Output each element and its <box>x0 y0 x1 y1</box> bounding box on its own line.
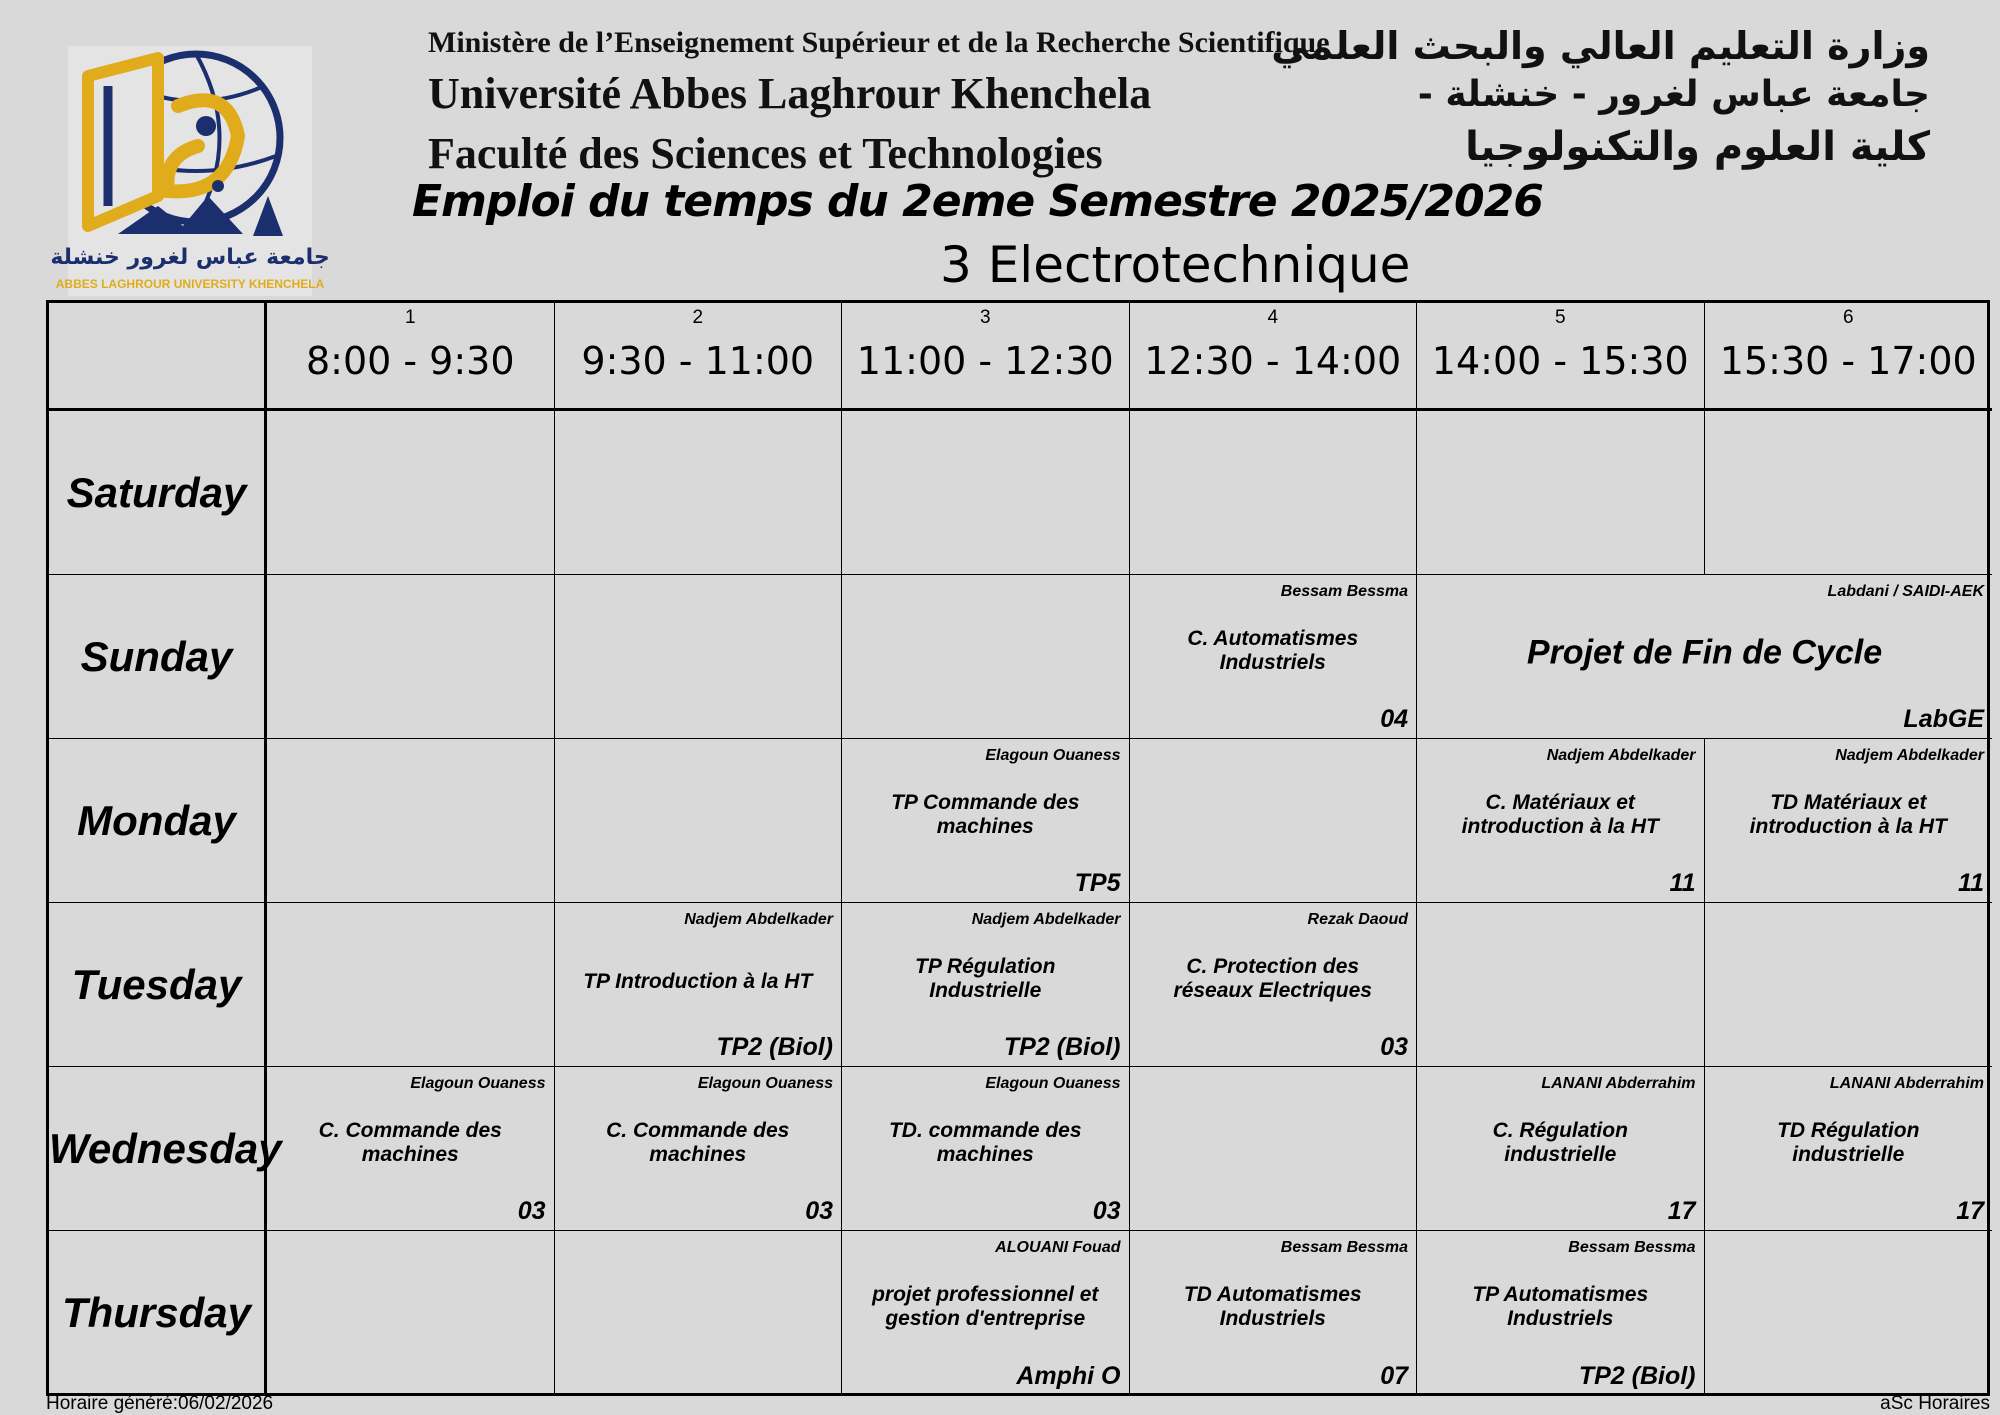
lesson-room: 17 <box>1667 1197 1696 1225</box>
period-number: 2 <box>692 307 704 328</box>
faculty-fr: Faculté des Sciences et Technologies <box>428 129 1103 178</box>
lesson-teacher: Nadjem Abdelkader <box>684 911 833 928</box>
lesson-teacher: LANANI Abderrahim <box>1541 1075 1696 1092</box>
lesson-subject: C. Commande des machines <box>606 1118 790 1166</box>
lesson-room: 03 <box>1380 1033 1408 1061</box>
lesson-subject: TP Régulation Industrielle <box>915 954 1056 1002</box>
lesson-cell <box>1417 739 1705 903</box>
lesson-teacher: Bessam Bessma <box>1280 583 1408 600</box>
lesson-subject: C. Automatismes Industriels <box>1187 626 1359 674</box>
lesson-cell <box>842 739 1130 903</box>
period-number: 6 <box>1842 307 1854 328</box>
period-number: 3 <box>979 307 991 328</box>
lesson-subject: projet professionnel et gestion d'entreprise <box>872 1283 1099 1331</box>
lesson-cell <box>842 903 1130 1067</box>
empty-slot <box>267 903 555 1067</box>
empty-slot <box>1417 903 1705 1067</box>
lesson-teacher: Elagoun Ouaness <box>410 1075 546 1092</box>
lesson-cell <box>842 1231 1130 1395</box>
lesson-subject: TD Régulation industrielle <box>1777 1118 1920 1166</box>
empty-slot <box>267 575 555 739</box>
lesson-teacher: Bessam Bessma <box>1280 1239 1408 1256</box>
day-label-cell <box>49 411 267 575</box>
lesson-subject: Projet de Fin de Cycle <box>1526 632 1883 671</box>
lesson-room: 07 <box>1380 1362 1408 1390</box>
day-label: Monday <box>77 796 236 844</box>
period-header <box>1705 303 1993 411</box>
lesson-cell <box>1130 575 1418 739</box>
day-label: Tuesday <box>71 960 242 1008</box>
period-time: 8:00 - 9:30 <box>305 339 515 383</box>
lesson-cell <box>1705 739 1993 903</box>
lesson-cell <box>1417 1231 1705 1395</box>
lesson-cell <box>1417 575 1992 739</box>
period-header <box>842 303 1130 411</box>
lesson-room: 11 <box>1669 869 1696 897</box>
university-ar: جامعة عباس لغرور - خنشلة - <box>1417 74 1930 115</box>
day-label-cell <box>49 575 267 739</box>
empty-slot <box>267 411 555 575</box>
day-label: Wednesday <box>49 1124 282 1172</box>
lesson-cell <box>1417 1067 1705 1231</box>
lesson-subject: C. Régulation industrielle <box>1492 1118 1628 1166</box>
day-label-cell <box>49 739 267 903</box>
lesson-room: 11 <box>1958 869 1984 897</box>
lesson-cell <box>1130 1231 1418 1395</box>
lesson-teacher: LANANI Abderrahim <box>1829 1075 1984 1092</box>
empty-slot <box>1705 903 1993 1067</box>
empty-slot <box>1417 411 1705 575</box>
lesson-cell <box>1130 903 1418 1067</box>
day-label-cell <box>49 1067 282 1231</box>
lesson-room: 03 <box>517 1197 546 1225</box>
timetable-grid <box>46 300 1990 1396</box>
lesson-teacher: Labdani / SAIDI-AEK <box>1827 583 1984 600</box>
empty-slot <box>1130 411 1418 575</box>
lesson-teacher: ALOUANI Fouad <box>995 1239 1121 1256</box>
lesson-teacher: Elagoun Ouaness <box>985 747 1121 764</box>
lesson-room: TP2 (Biol) <box>716 1033 833 1061</box>
lesson-room: TP5 <box>1074 869 1121 897</box>
empty-slot <box>1705 411 1993 575</box>
ministry-ar: وزارة التعليم العالي والبحث العلمي <box>1271 24 1930 68</box>
lesson-room: 03 <box>805 1197 833 1225</box>
lesson-room: Amphi O <box>1016 1362 1121 1390</box>
period-time: 14:00 - 15:30 <box>1431 339 1689 383</box>
lesson-subject: TP Commande des machines <box>891 790 1080 838</box>
lesson-room: TP2 (Biol) <box>1003 1033 1121 1061</box>
page-title: Emploi du temps du 2eme Semestre 2025/2026 <box>412 176 1543 227</box>
period-header <box>267 303 555 411</box>
empty-slot <box>1130 739 1418 903</box>
period-time: 9:30 - 11:00 <box>581 339 815 383</box>
lesson-subject: TD Automatismes Industriels <box>1183 1283 1362 1331</box>
day-label: Sunday <box>80 632 233 680</box>
lesson-subject: TD Matériaux et introduction à la HT <box>1749 790 1947 838</box>
period-number: 1 <box>404 307 416 328</box>
lesson-subject: TD. commande des machines <box>888 1118 1082 1166</box>
empty-slot <box>842 411 1130 575</box>
period-header <box>555 303 843 411</box>
period-time: 12:30 - 14:00 <box>1144 339 1402 383</box>
period-time: 11:00 - 12:30 <box>856 339 1114 383</box>
lesson-room: 17 <box>1956 1197 1984 1225</box>
empty-slot <box>555 739 843 903</box>
lesson-teacher: Nadjem Abdelkader <box>1835 747 1984 764</box>
day-label: Thursday <box>61 1289 252 1336</box>
lesson-teacher: Elagoun Ouaness <box>985 1075 1121 1092</box>
empty-slot <box>555 411 843 575</box>
lesson-subject: C. Protection des réseaux Electriques <box>1173 954 1372 1002</box>
lesson-cell <box>267 1067 555 1231</box>
empty-slot <box>1705 1231 1993 1395</box>
lesson-teacher: Nadjem Abdelkader <box>1546 747 1696 764</box>
lesson-room: 04 <box>1380 705 1408 733</box>
faculty-ar: كلية العلوم والتكنولوجيا <box>1465 124 1930 170</box>
lesson-teacher: Rezak Daoud <box>1307 911 1408 928</box>
lesson-room: LabGE <box>1903 705 1984 733</box>
lesson-teacher: Bessam Bessma <box>1568 1239 1696 1256</box>
lesson-cell <box>1705 1067 1993 1231</box>
day-label-cell <box>49 1231 267 1395</box>
generated-date: Horaire généré:06/02/2026 <box>46 1393 274 1414</box>
lesson-teacher: Nadjem Abdelkader <box>971 911 1121 928</box>
lesson-room: 03 <box>1092 1197 1121 1225</box>
university-logo <box>50 46 330 296</box>
period-header <box>1417 303 1705 411</box>
empty-slot <box>555 575 843 739</box>
lesson-cell <box>555 903 843 1067</box>
empty-slot <box>267 739 555 903</box>
period-number: 5 <box>1554 307 1566 328</box>
empty-slot <box>555 1231 843 1395</box>
empty-slot <box>842 575 1130 739</box>
lesson-cell <box>555 1067 843 1231</box>
logo-text-en: ABBES LAGHROUR UNIVERSITY KHENCHELA <box>55 277 325 291</box>
empty-slot <box>1130 1067 1418 1231</box>
day-label-cell <box>49 903 267 1067</box>
lesson-subject: C. Matériaux et introduction à la HT <box>1461 790 1659 838</box>
ministry-fr: Ministère de l’Enseignement Supérieur et de la Recherche Scientifique <box>428 26 1330 59</box>
university-fr: Université Abbes Laghrour Khenchela <box>428 69 1152 118</box>
lesson-subject: TP Introduction à la HT <box>583 969 813 993</box>
lesson-teacher: Elagoun Ouaness <box>697 1075 833 1092</box>
software-credit: aSc Horaires <box>1880 1393 1990 1414</box>
corner-cell <box>49 303 267 411</box>
day-label: Saturday <box>66 468 247 516</box>
class-name: 3 Electrotechnique <box>940 236 1411 294</box>
period-number: 4 <box>1267 307 1279 328</box>
empty-slot <box>267 1231 555 1395</box>
lesson-cell <box>842 1067 1130 1231</box>
logo-text-ar: جامعة عباس لغرور خنشلة <box>50 245 330 270</box>
lesson-subject: C. Commande des machines <box>318 1118 502 1166</box>
lesson-room: TP2 (Biol) <box>1578 1362 1696 1390</box>
period-time: 15:30 - 17:00 <box>1719 339 1977 383</box>
lesson-subject: TP Automatismes Industriels <box>1472 1283 1649 1331</box>
period-header <box>1130 303 1418 411</box>
